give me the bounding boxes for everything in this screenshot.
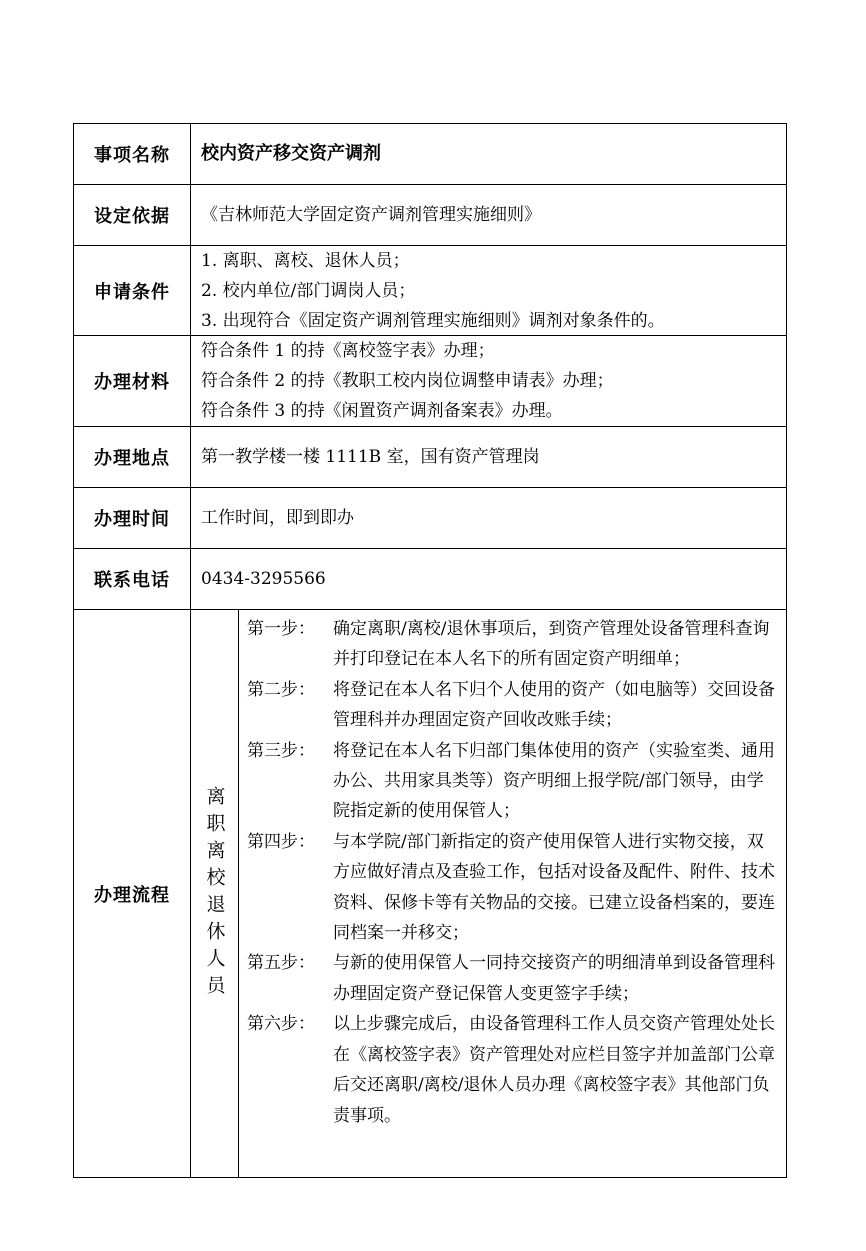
row-basis	[74, 185, 786, 246]
process-step	[247, 1009, 786, 1131]
process-step	[247, 948, 786, 1009]
material-line: 符合条件 2 的持《教职工校内岗位调整申请表》办理；	[201, 371, 614, 391]
row-process	[74, 610, 786, 1177]
service-item-table	[73, 123, 787, 1178]
step-text: 与新的使用保管人一同持交接资产的明细清单到设备管理科办理固定资产登记保管人变更签字手续；	[333, 953, 775, 1004]
time-value: 工作时间，即到即办	[201, 508, 354, 528]
step-text: 确定离职/离校/退休事项后，到资产管理处设备管理科查询并打印登记在本人名下的所有固定资产明细单；	[333, 619, 770, 670]
basis-value: 《吉林师范大学固定资产调剂管理实施细则》	[201, 205, 541, 225]
process-step	[247, 827, 786, 949]
process-steps	[239, 614, 786, 1177]
materials-value	[191, 336, 786, 426]
row-conditions	[74, 246, 786, 336]
time-label: 办理时间	[74, 488, 191, 548]
step-label: 第四步：	[247, 831, 315, 852]
phone-value: 0434-3295566	[201, 569, 326, 589]
item-name-label: 事项名称	[74, 124, 191, 184]
step-label: 第二步：	[247, 679, 315, 700]
process-label: 办理流程	[74, 610, 191, 1177]
step-text: 与本学院/部门新指定的资产使用保管人进行实物交接，双方应做好清点及查验工作，包括对设备及配件、附件、技术资料、保修卡等有关物品的交接。已建立设备档案的，要连同档案一并移交；	[333, 831, 775, 944]
row-location	[74, 427, 786, 488]
process-category: 离职离校退休人员	[203, 785, 226, 1002]
condition-line: 1. 离职、离校、退休人员；	[201, 250, 410, 271]
row-materials	[74, 336, 786, 427]
materials-label: 办理材料	[74, 336, 191, 426]
row-item-name	[74, 124, 786, 185]
condition-line: 2. 校内单位/部门调岗人员；	[201, 280, 416, 301]
step-label: 第三步：	[247, 740, 315, 761]
basis-label: 设定依据	[74, 185, 191, 245]
conditions-value	[191, 246, 786, 335]
location-label: 办理地点	[74, 427, 191, 487]
step-label: 第五步：	[247, 953, 315, 974]
process-category-cell	[191, 610, 239, 1177]
step-text: 将登记在本人名下归部门集体使用的资产（实验室类、通用办公、共用家具类等）资产明细上报学院/部门领导，由学院指定新的使用保管人；	[333, 740, 775, 822]
process-step	[247, 736, 786, 827]
material-line: 符合条件 3 的持《闲置资产调剂备案表》办理。	[201, 401, 563, 421]
condition-line: 3. 出现符合《固定资产调剂管理实施细则》调剂对象条件的。	[201, 310, 665, 331]
conditions-label: 申请条件	[74, 246, 191, 335]
step-text: 将登记在本人名下归个人使用的资产（如电脑等）交回设备管理科并办理固定资产回收改账手续；	[333, 679, 775, 731]
process-step	[247, 675, 786, 736]
step-label: 第六步：	[247, 1014, 315, 1035]
process-step	[247, 614, 786, 675]
material-line: 符合条件 1 的持《离校签字表》办理；	[201, 341, 495, 361]
step-text: 以上步骤完成后，由设备管理科工作人员交资产管理处处长在《离校签字表》资产管理处对应栏目签字并加盖部门公章后交还离职/离校/退休人员办理《离校签字表》其他部门负责事项。	[333, 1014, 775, 1126]
location-value: 第一教学楼一楼 1111B 室，国有资产管理岗	[201, 447, 540, 467]
row-time	[74, 488, 786, 549]
step-label: 第一步：	[247, 619, 315, 639]
phone-label: 联系电话	[74, 549, 191, 609]
item-name-value: 校内资产移交资产调剂	[201, 143, 381, 164]
row-phone	[74, 549, 786, 610]
